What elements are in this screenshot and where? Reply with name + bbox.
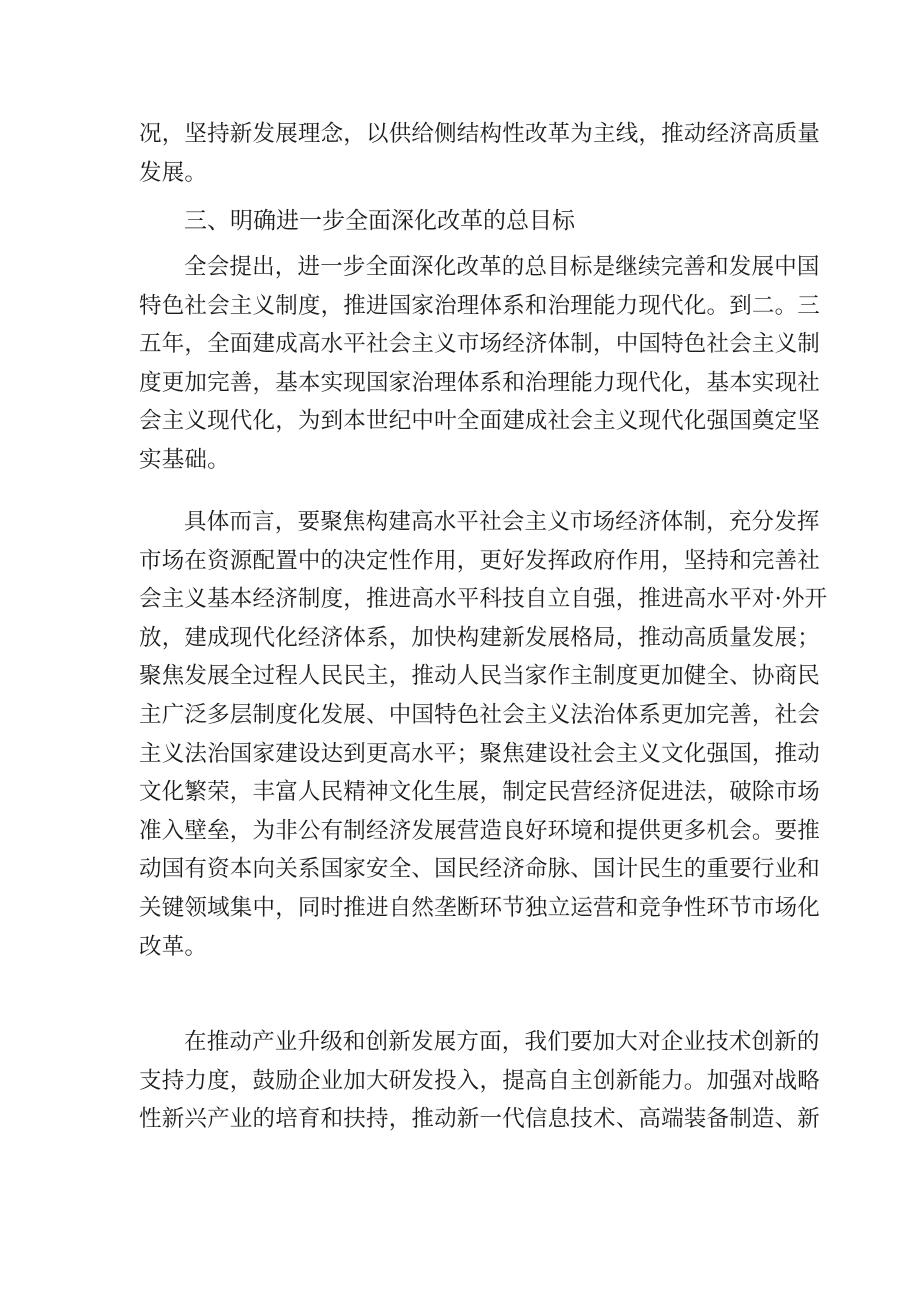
text-line: 关键领域集中，同时推进自然垄断环节独立运营和竞争性环节市场化: [139, 894, 821, 921]
text-line: 会主义现代化，为到本世纪中叶全面建成社会主义现代化强国奠定坚: [139, 408, 821, 435]
section-heading: 三、明确进一步全面深化改革的总目标: [184, 208, 575, 234]
paragraph-specifics: [139, 503, 828, 966]
text-line: 改革。: [139, 933, 208, 960]
text-line: 性新兴产业的培育和扶持，推动新一代信息技术、高端装备制造、新: [139, 1106, 821, 1133]
paragraph-continuation: [139, 115, 821, 192]
text-line: 况，坚持新发展理念，以供给侧结构性改革为主线，推动经济高质量: [139, 121, 821, 147]
text-line: 文化繁荣，丰富人民精神文化生展，制定民营经济促进法，破除市场: [139, 779, 821, 806]
text-line: 全会提出，进一步全面深化改革的总目标是继续完善和发展中国: [184, 254, 820, 280]
text-line: 聚焦发展全过程人民民主，推动人民当家作主制度更加健全、协商民: [139, 663, 821, 690]
text-line: 会主义基本经济制度，推进高水平科技自立自强，推进高水平对·外开: [139, 586, 828, 613]
text-line: 特色社会主义制度，推进国家治理体系和治理能力现代化。到二。三: [139, 292, 821, 319]
text-line: 度更加完善，基本实现国家治理体系和治理能力现代化，基本实现社: [139, 369, 821, 396]
text-line: 市场在资源配置中的决定性作用，更好发挥政府作用，坚持和完善社: [139, 547, 821, 574]
text-line: 主义法治国家建设达到更高水平；聚焦建设社会主义文化强国，推动: [139, 740, 821, 767]
paragraph-innovation: [139, 1023, 821, 1139]
text-line: 实基础。: [139, 446, 230, 473]
text-line: 支持力度，鼓励企业加大研发投入，提高自主创新能力。加强对战略: [139, 1067, 821, 1094]
text-line: 具体而言，要聚焦构建高水平社会主义市场经济体制，充分发挥: [184, 509, 820, 535]
text-line: 五年，全面建成高水平社会主义市场经济体制，中国特色社会主义制: [139, 331, 821, 358]
paragraph-goal: [139, 248, 821, 480]
text-line: 动国有资本向关系国家安全、国民经济命脉、国计民生的重要行业和: [139, 856, 821, 883]
text-line: 在推动产业升级和创新发展方面，我们要加大对企业技术创新的: [184, 1029, 820, 1055]
text-line: 准入壁垒，为非公有制经济发展营造良好环境和提供更多机会。要推: [139, 817, 821, 844]
text-line: 发展。: [139, 159, 208, 186]
text-line: 主广泛多层制度化发展、中国特色社会主义法治体系更加完善，社会: [139, 701, 821, 728]
text-line: 放，建成现代化经济体系，加快构建新发展格局，推动高质量发展；: [139, 624, 821, 651]
